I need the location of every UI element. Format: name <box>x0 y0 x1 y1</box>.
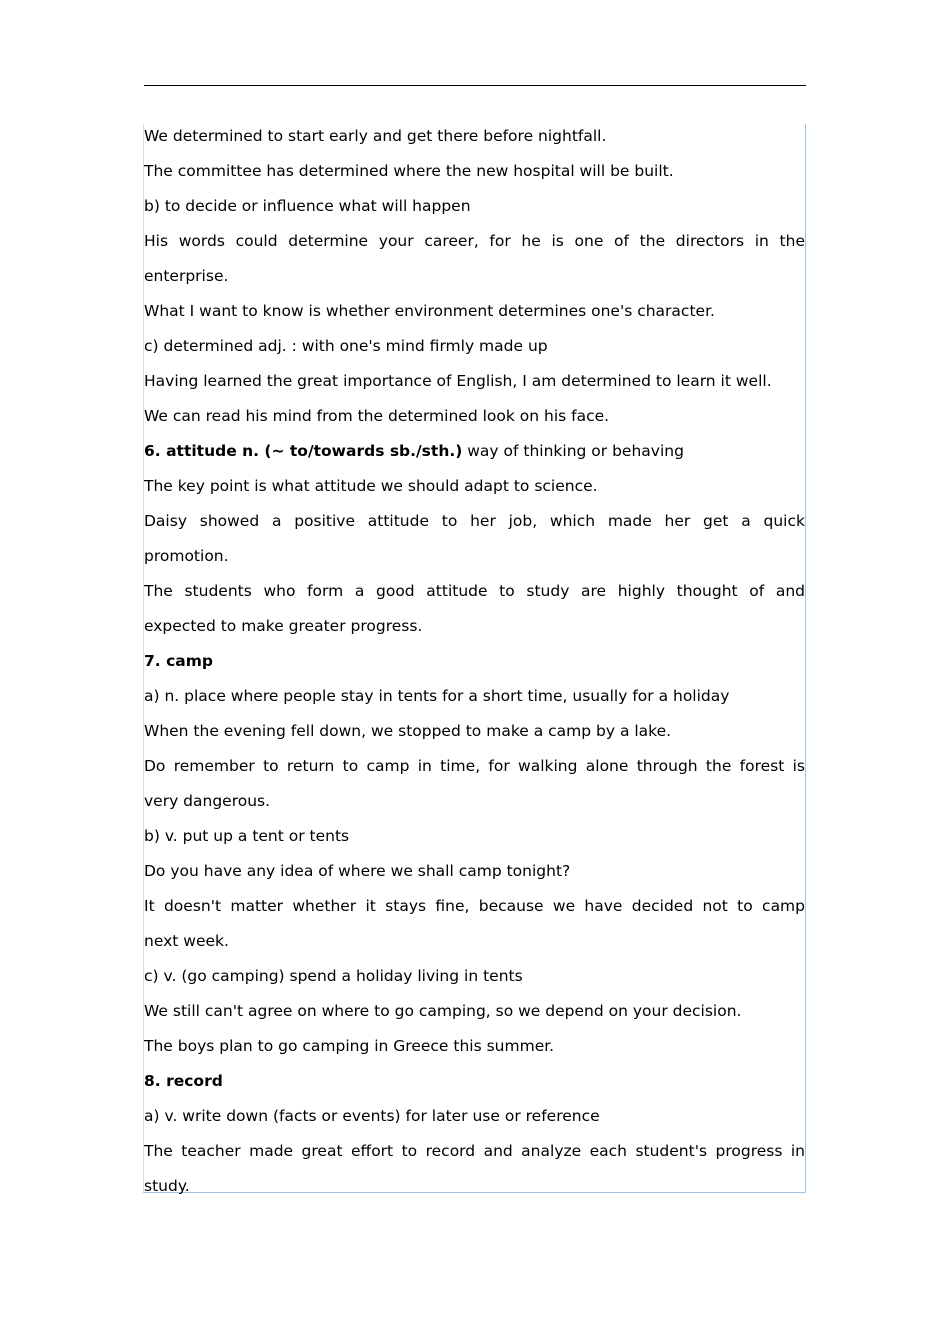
text-line: Do you have any idea of where we shall camp tonight? <box>144 862 571 880</box>
text-line: study. <box>144 1177 190 1195</box>
text-line: very dangerous. <box>144 792 271 810</box>
text-line: next week. <box>144 932 229 950</box>
entry-heading: 6. attitude n. (~ to/towards sb./sth.) <box>144 442 463 460</box>
text-line: Daisy showed a positive attitude to her job, which made her get a quick <box>144 512 805 530</box>
text-line: The key point is what attitude we should adapt to science. <box>144 477 598 495</box>
text-line: The committee has determined where the new hospital will be built. <box>144 162 674 180</box>
text-line: It doesn't matter whether it stays fine, because we have decided not to camp <box>144 897 805 915</box>
text-line: We can read his mind from the determined look on his face. <box>144 407 610 425</box>
text-line: The teacher made great effort to record and analyze each student's progress in <box>144 1142 805 1160</box>
text-line: b) v. put up a tent or tents <box>144 827 350 845</box>
text-line: c) determined adj. : with one's mind firmly made up <box>144 337 548 355</box>
text-line: expected to make greater progress. <box>144 617 423 635</box>
text-line: His words could determine your career, for he is one of the directors in the <box>144 232 805 250</box>
text-line: enterprise. <box>144 267 229 285</box>
text-line: Having learned the great importance of English, I am determined to learn it well. <box>144 372 772 390</box>
text-line: promotion. <box>144 547 229 565</box>
text-line: What I want to know is whether environment determines one's character. <box>144 302 715 320</box>
text-line: a) n. place where people stay in tents for a short time, usually for a holiday <box>144 687 730 705</box>
text-line: b) to decide or influence what will happen <box>144 197 471 215</box>
entry-heading: 8. record <box>144 1072 223 1090</box>
entry-heading-line <box>144 1064 805 1099</box>
text-line: a) v. write down (facts or events) for later use or reference <box>144 1107 600 1125</box>
document-body <box>144 119 805 1204</box>
text-line: The students who form a good attitude to study are highly thought of and <box>144 582 805 600</box>
entry-heading: 7. camp <box>144 652 213 670</box>
text-line: We still can't agree on where to go camping, so we depend on your decision. <box>144 1002 742 1020</box>
text-line: Do remember to return to camp in time, for walking alone through the forest is <box>144 757 805 775</box>
entry-definition: way of thinking or behaving <box>462 442 684 460</box>
header-rule <box>144 85 806 86</box>
text-line: When the evening fell down, we stopped to make a camp by a lake. <box>144 722 672 740</box>
entry-heading-line <box>144 644 805 679</box>
text-line: The boys plan to go camping in Greece this summer. <box>144 1037 555 1055</box>
text-line: We determined to start early and get there before nightfall. <box>144 127 607 145</box>
entry-heading-line <box>144 434 805 469</box>
text-line: c) v. (go camping) spend a holiday living in tents <box>144 967 523 985</box>
